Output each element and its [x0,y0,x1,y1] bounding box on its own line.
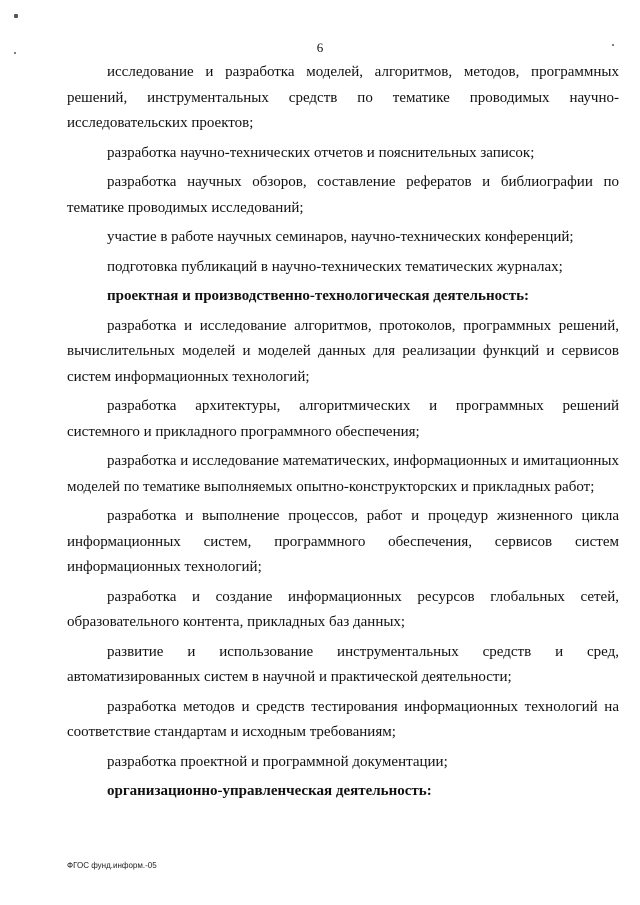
list-item-paragraph: участие в работе научных семинаров, научно-технических конференций; [107,229,574,245]
list-item-paragraph: разработка и исследование алгоритмов, протоколов, программных решений, вычислительных моделей и моделей данных для реализации функций и сервисов систем информационных технологий; [67,317,619,385]
page-number: 6 [316,40,324,55]
list-item-paragraph: развитие и использование инструментальных средств и сред, автоматизированных систем в научной и практической деятельности; [67,643,619,685]
list-item-paragraph: исследование и разработка моделей, алгоритмов, методов, программных решений, инструментальных средств по тематике проводимых научно-исследовательских проектов; [67,64,619,131]
section-heading: проектная и производственно-технологическая деятельность: [107,288,530,304]
list-item-paragraph: разработка проектной и программной документации; [107,753,448,770]
list-item-paragraph: разработка архитектуры, алгоритмических и программных решений системного и прикладного программного обеспечения; [67,398,619,440]
section-heading: организационно-управленческая деятельность: [107,783,432,799]
list-item-paragraph: разработка и создание информационных ресурсов глобальных сетей, образовательного контента, прикладных баз данных; [67,588,619,630]
scan-speck [612,44,614,46]
document-body [67,60,619,809]
scan-speck [14,14,18,18]
list-item-paragraph: разработка методов и средств тестирования информационных технологий на соответствие стандартам и исходным требованиям; [67,698,619,740]
list-item-paragraph: подготовка публикаций в научно-технических тематических журналах; [107,258,563,275]
list-item-paragraph: разработка научно-технических отчетов и пояснительных записок; [107,144,535,161]
list-item-paragraph: разработка научных обзоров, составление рефератов и библиографии по тематике проводимых исследований; [67,174,619,216]
list-item-paragraph: разработка и исследование математических, информационных и имитационных моделей по тематике выполняемых опытно-конструкторских и прикладных работ; [67,453,619,495]
document-footer: ФГОС фунд.информ.-05 [67,861,157,870]
scan-speck [14,52,16,54]
list-item-paragraph: разработка и выполнение процессов, работ и процедур жизненного цикла информационных систем, программного обеспечения, сервисов систем информационных технологий; [67,508,619,575]
